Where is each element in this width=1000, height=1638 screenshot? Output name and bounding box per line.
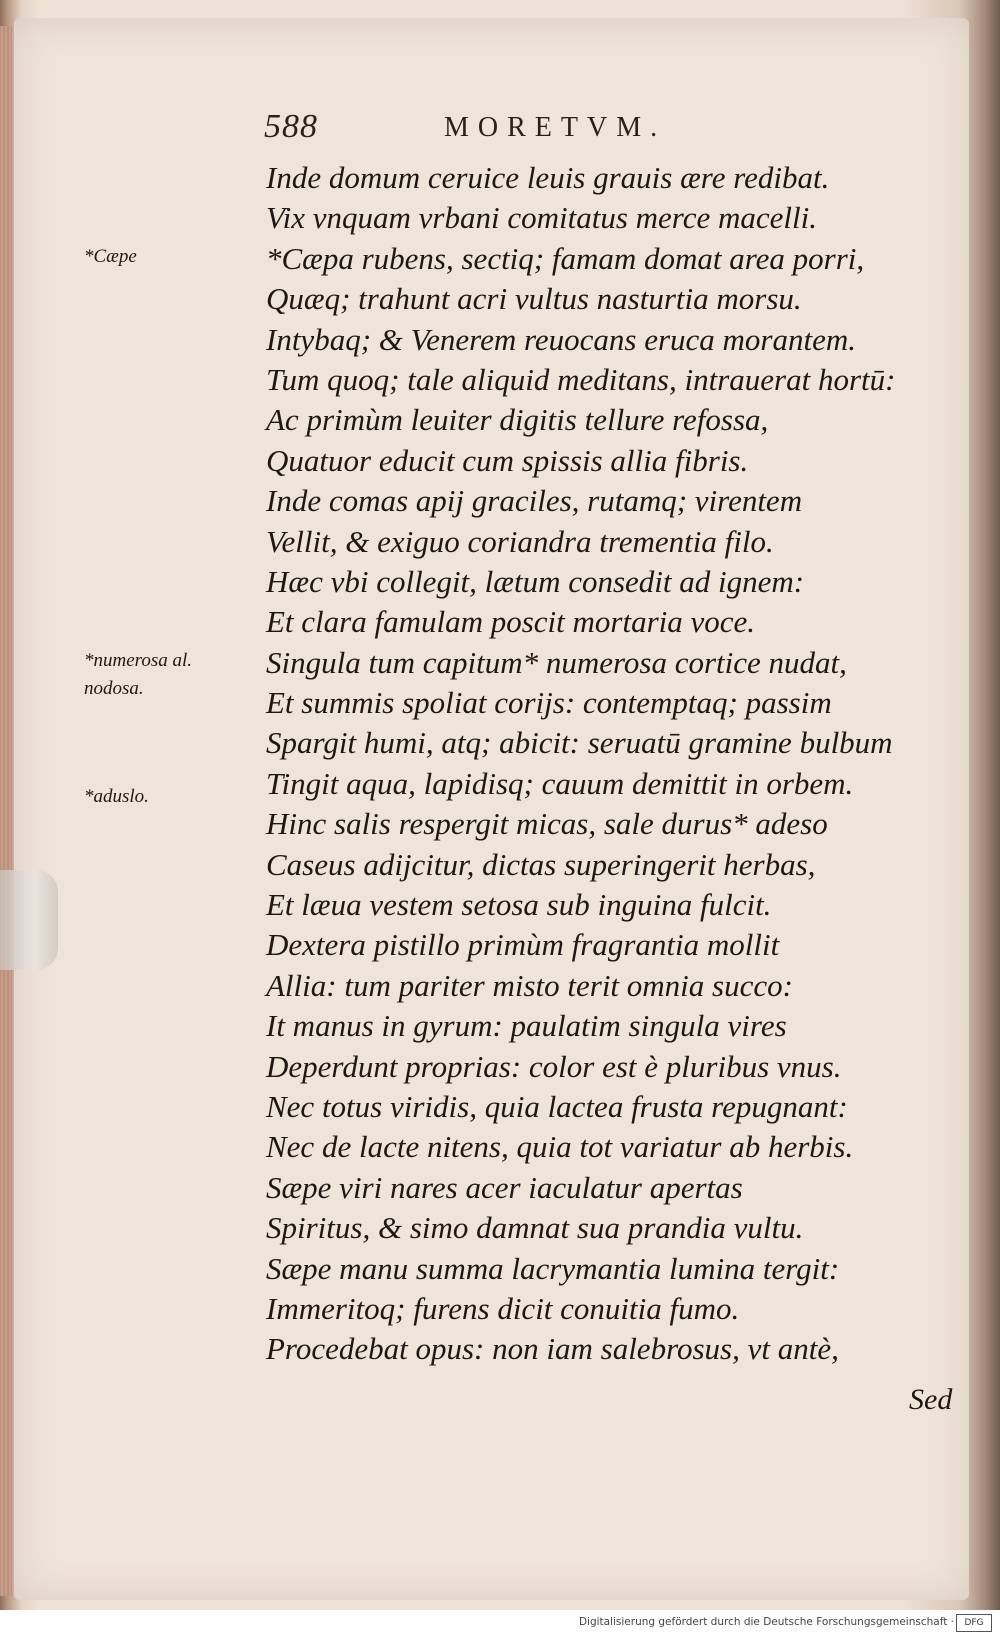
- poem-line: Spiritus, & simo damnat sua prandia vultu.: [266, 1210, 804, 1246]
- poem-line: Quæq; trahunt acri vultus nasturtia morsu.: [266, 281, 802, 317]
- marginal-note: nodosa.: [84, 678, 144, 699]
- poem-line: Et summis spoliat corijs: contemptaq; passim: [266, 685, 832, 721]
- poem-line: Tingit aqua, lapidisq; cauum demittit in orbem.: [266, 765, 854, 801]
- poem-line: It manus in gyrum: paulatim singula vires: [266, 1008, 787, 1044]
- poem-line: Allia: tum pariter misto terit omnia succo:: [266, 967, 793, 1003]
- dfg-logo: DFG: [956, 1614, 992, 1632]
- poem-text: [266, 158, 966, 1370]
- poem-line: Nec totus viridis, quia lactea frusta repugnant:: [266, 1088, 848, 1124]
- marginal-note: *aduslo.: [84, 786, 149, 807]
- poem-line: Sæpe viri nares acer iaculatur apertas: [266, 1169, 743, 1205]
- page-header: [264, 108, 784, 148]
- poem-line: Vellit, & exiguo coriandra trementia filo.: [266, 523, 774, 559]
- page-edge: [0, 26, 12, 1596]
- poem-line: *Cæpa rubens, sectiq; famam domat area porri,: [266, 240, 865, 276]
- poem-line: Sæpe manu summa lacrymantia lumina tergit:: [266, 1250, 840, 1286]
- poem-line: Ac primùm leuiter digitis tellure refossa,: [266, 402, 769, 438]
- poem-line: Intybaq; & Venerem reuocans eruca morantem.: [266, 321, 856, 357]
- poem-line: Tum quoq; tale aliquid meditans, intrauerat hortū:: [266, 361, 896, 397]
- poem-line: Quatuor educit cum spissis allia fibris.: [266, 442, 749, 478]
- poem-line: Hinc salis respergit micas, sale durus* adeso: [266, 806, 828, 842]
- poem-line: Et clara famulam poscit mortaria voce.: [266, 604, 756, 640]
- page-clip: [0, 870, 58, 970]
- poem-line: Deperdunt proprias: color est è pluribus vnus.: [266, 1048, 842, 1084]
- catchword: Sed: [909, 1383, 953, 1416]
- footer: [0, 1610, 1000, 1638]
- poem-line: Singula tum capitum* numerosa cortice nudat,: [266, 644, 847, 680]
- poem-line: Inde domum ceruice leuis grauis ære redibat.: [266, 160, 830, 195]
- poem-line: Procedebat opus: non iam salebrosus, vt antè,: [266, 1331, 839, 1367]
- marginal-note: *Cæpe: [84, 246, 137, 267]
- page-number: 588: [264, 108, 318, 145]
- poem-line: Et læua vestem setosa sub inguina fulcit.: [266, 887, 772, 923]
- poem-line: Vix vnquam vrbani comitatus merce macelli.: [266, 200, 817, 236]
- poem-line: Dextera pistillo primùm fragrantia mollit: [266, 927, 780, 963]
- poem-line: Nec de lacte nitens, quia tot variatur ab herbis.: [266, 1129, 854, 1165]
- poem-line: Caseus adijcitur, dictas superingerit herbas,: [266, 846, 816, 882]
- running-title: MORETVM.: [444, 112, 667, 143]
- footer-credit: Digitalisierung gefördert durch die Deutsche Forschungsgemeinschaft ·: [578, 1616, 954, 1628]
- marginal-note: *numerosa al.: [84, 650, 193, 671]
- poem-line: Hæc vbi collegit, lætum consedit ad ignem:: [266, 563, 805, 599]
- poem-line: Spargit humi, atq; abicit: seruatū gramine bulbum: [266, 725, 893, 761]
- book-page: [14, 18, 969, 1600]
- poem-line: Inde comas apij graciles, rutamq; virentem: [266, 483, 803, 519]
- poem-line: Immeritoq; furens dicit conuitia fumo.: [266, 1290, 740, 1326]
